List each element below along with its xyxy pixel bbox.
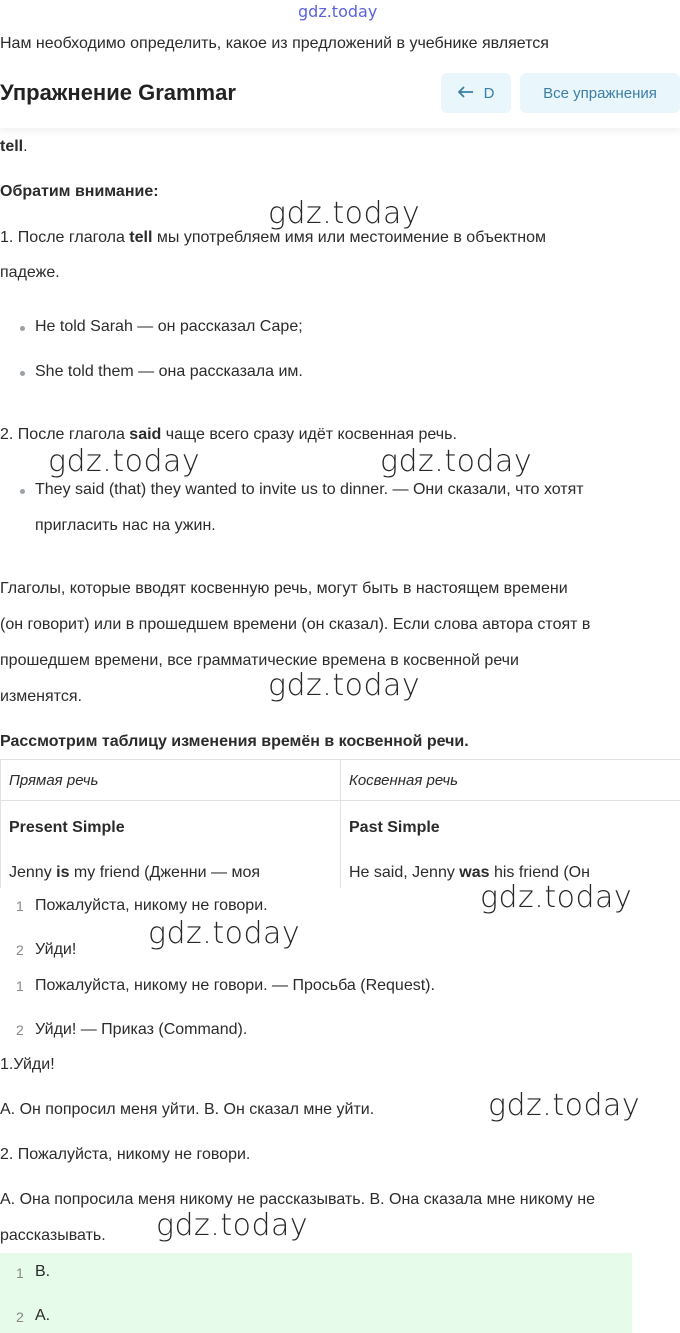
- attention-heading: Обратим внимание:: [0, 183, 159, 200]
- cell-text: his friend (Он: [489, 864, 590, 881]
- answer-number: 1: [16, 1265, 24, 1281]
- site-logo[interactable]: gdz.today: [298, 2, 378, 21]
- task-options-2-line1: A. Она попросила меня никому не рассказывать. B. Она сказала мне никому не: [0, 1191, 596, 1208]
- paragraph-line1: Глаголы, которые вводят косвенную речь, могут быть в настоящем времени: [0, 580, 568, 597]
- column-divider: [340, 760, 341, 888]
- example3-line1: They said (that) they wanted to invite us to dinner. — Они сказали, что хотят: [35, 481, 584, 498]
- watermark: gdz.today: [268, 196, 421, 231]
- list-item: Уйди! — Приказ (Command).: [35, 1021, 248, 1038]
- list-number: 1: [16, 978, 24, 994]
- list-item: Уйди!: [35, 941, 77, 958]
- task-options-2-line2: рассказывать.: [0, 1227, 106, 1244]
- table-cell: Present Simple: [9, 819, 125, 836]
- task-options-1: A. Он попросил меня уйти. B. Он сказал мне уйти.: [0, 1101, 375, 1118]
- point2-post: чаще всего сразу идёт косвенная речь.: [161, 426, 457, 443]
- point1-pre: 1. После глагола: [0, 229, 130, 246]
- answer-item: A.: [35, 1307, 51, 1324]
- answer-block: [0, 1253, 632, 1333]
- example3-line2: пригласить нас на ужин.: [35, 517, 216, 534]
- watermark: gdz.today: [268, 668, 421, 703]
- cell-text: He said, Jenny: [349, 864, 460, 881]
- task-question-2: 2. Пожалуйста, никому не говори.: [0, 1146, 251, 1163]
- example1: He told Sarah — он рассказал Саре;: [35, 318, 303, 335]
- page-title: Упражнение Grammar: [0, 80, 236, 105]
- watermark: gdz.today: [480, 880, 633, 915]
- answer-number: 2: [16, 1309, 24, 1325]
- watermark: gdz.today: [48, 444, 201, 479]
- table-cell: Past Simple: [349, 819, 440, 836]
- bullet-icon: [20, 326, 25, 331]
- table-heading: Рассмотрим таблицу изменения времён в косвенной речи.: [0, 733, 469, 750]
- tell-dot: .: [23, 138, 28, 155]
- point2-bold: said: [129, 426, 162, 443]
- list-item: Пожалуйста, никому не говори.: [35, 897, 268, 914]
- list-number: 2: [16, 1022, 24, 1038]
- cell-text: my friend (Дженни — моя: [69, 864, 260, 881]
- example2: She told them — она рассказала им.: [35, 363, 303, 380]
- cell-bold: is: [56, 864, 70, 881]
- paragraph-line3: прошедшем времени, все грамматические времена в косвенной речи: [0, 652, 519, 669]
- list-number: 2: [16, 942, 24, 958]
- table-header-direct: Прямая речь: [9, 772, 99, 789]
- watermark: gdz.today: [380, 444, 533, 479]
- table-cell: [9, 864, 260, 882]
- intro-text: Нам необходимо определить, какое из предложений в учебнике является: [0, 35, 549, 52]
- back-button-label: D: [483, 84, 495, 102]
- cell-text: Jenny: [9, 864, 57, 881]
- watermark: gdz.today: [156, 1208, 309, 1243]
- arrow-left-icon: [458, 85, 474, 102]
- all-exercises-button[interactable]: Все упражнения: [520, 73, 680, 113]
- point2: [0, 426, 457, 444]
- list-number: 1: [16, 898, 24, 914]
- point1: [0, 229, 546, 247]
- point1-cont: падеже.: [0, 264, 60, 281]
- tell-line: [0, 138, 28, 156]
- list-item: Пожалуйста, никому не говори. — Просьба (Request).: [35, 977, 435, 994]
- task-question-1: 1.Уйди!: [0, 1056, 55, 1073]
- table-header-indirect: Косвенная речь: [349, 772, 459, 789]
- back-button[interactable]: [441, 73, 511, 113]
- answer-item: B.: [35, 1263, 51, 1280]
- watermark: gdz.today: [148, 916, 301, 951]
- point1-bold: tell: [129, 229, 153, 246]
- tense-table: [0, 759, 680, 888]
- tell-word: tell: [0, 138, 24, 155]
- point1-post: мы употребляем имя или местоимение в объектном: [152, 229, 546, 246]
- paragraph-line2: (он говорит) или в прошедшем времени (он сказал). Если слова автора стоят в: [0, 616, 591, 633]
- cell-bold: was: [459, 864, 490, 881]
- paragraph-line4: изменятся.: [0, 688, 82, 705]
- bullet-icon: [20, 371, 25, 376]
- bullet-icon: [20, 489, 25, 494]
- watermark: gdz.today: [488, 1088, 641, 1123]
- point2-pre: 2. После глагола: [0, 426, 130, 443]
